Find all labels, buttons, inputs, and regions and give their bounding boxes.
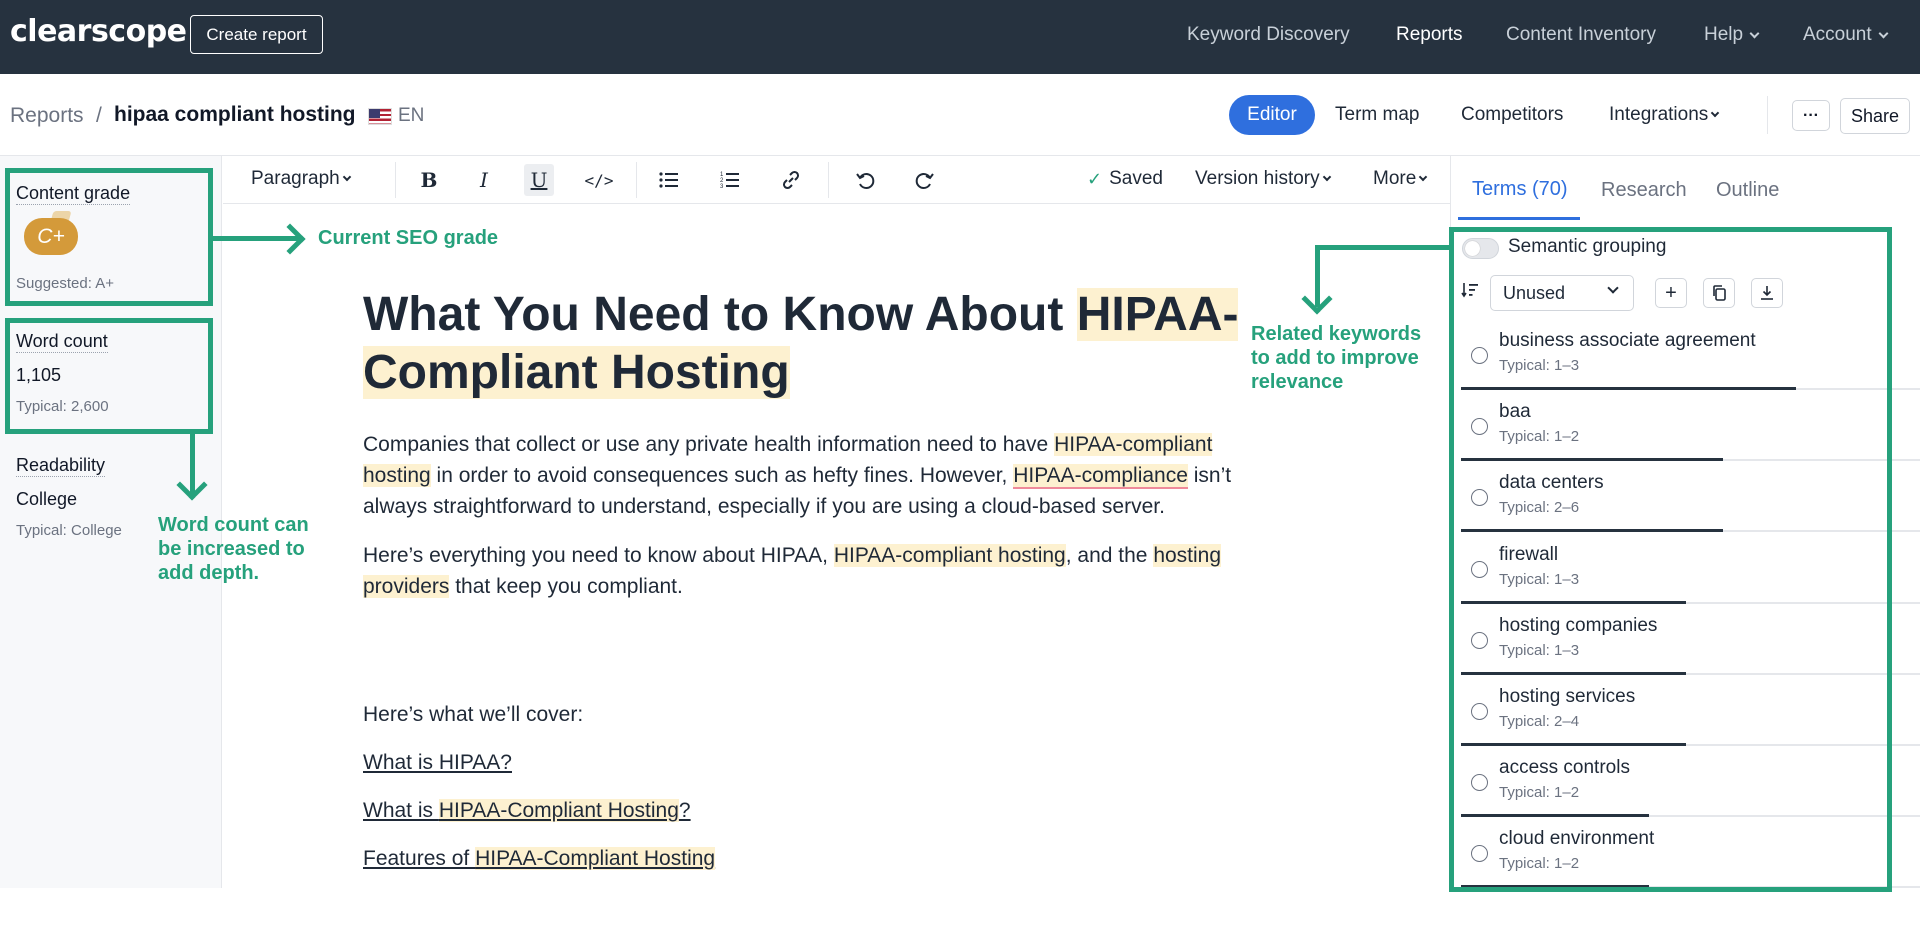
annotation-line: relevance xyxy=(1251,371,1344,393)
tab-term-map[interactable]: Term map xyxy=(1335,104,1420,125)
us-flag-icon xyxy=(368,108,392,125)
annotation-line: Word count can xyxy=(158,514,309,536)
nav-label: Keyword Discovery xyxy=(1187,24,1350,45)
paragraph-intro[interactable] xyxy=(363,429,1283,522)
nav-account[interactable] xyxy=(1803,24,1887,46)
term-typical: Typical: 2–4 xyxy=(1499,713,1580,730)
word-count-value: 1,105 xyxy=(16,365,62,385)
toolbar-divider xyxy=(828,162,829,198)
tab-competitors[interactable]: Competitors xyxy=(1461,104,1564,125)
arrow-head-right-icon xyxy=(274,223,305,254)
code-icon[interactable]: </> xyxy=(584,170,614,190)
nav-keyword-discovery[interactable] xyxy=(1187,24,1350,46)
nav-label: Account xyxy=(1803,24,1872,45)
nav-label: Reports xyxy=(1396,24,1463,45)
chevron-down-icon xyxy=(1711,109,1719,117)
chevron-down-icon xyxy=(1750,28,1760,38)
annotation-seo-grade: Current SEO grade xyxy=(318,227,499,249)
create-report-button[interactable]: Create report xyxy=(190,15,323,54)
term-name: hosting companies xyxy=(1499,614,1658,636)
annotation-line: to add to improve xyxy=(1251,347,1419,369)
term-typical: Typical: 1–3 xyxy=(1499,641,1580,659)
text: Here’s everything you need to know about HIPAA, xyxy=(363,544,834,567)
highlighted-keyword: HIPAA-Compliant Hosting xyxy=(363,288,1239,399)
annotation-related-keywords xyxy=(1251,322,1421,394)
clearscope-logo[interactable]: clearscope xyxy=(10,14,187,49)
annotation-word-count-box xyxy=(5,318,213,434)
toc-link-features[interactable] xyxy=(363,843,1283,874)
term-typical: Typical: 1–2 xyxy=(1499,784,1580,802)
term-name: access controls xyxy=(1499,757,1630,779)
svg-text:1: 1 xyxy=(720,172,724,178)
share-button[interactable]: Share xyxy=(1840,98,1910,134)
chevron-down-icon xyxy=(1322,173,1330,181)
term-typical: Typical: 1–3 xyxy=(1499,570,1580,588)
link-text: Features of xyxy=(363,847,476,870)
link-text: ? xyxy=(678,799,691,822)
tab-editor[interactable]: Editor xyxy=(1229,95,1315,135)
highlighted-keyword: HIPAA-Compliant Hosting xyxy=(475,847,716,870)
text: in order to avoid consequences such as hefty fines. However, xyxy=(430,464,1014,487)
annotation-line: add depth. xyxy=(158,562,260,584)
readability-typical: Typical: College xyxy=(16,522,122,539)
breadcrumb-separator: / xyxy=(96,104,102,127)
nav-help[interactable] xyxy=(1704,24,1758,46)
report-title: hipaa compliant hosting xyxy=(114,103,356,126)
svg-text:2: 2 xyxy=(720,178,724,184)
paragraph-style-dropdown[interactable] xyxy=(251,168,350,190)
chevron-down-icon xyxy=(1878,28,1888,38)
highlighted-keyword: HIPAA-Compliant Hosting xyxy=(438,799,679,822)
term-name: firewall xyxy=(1499,543,1559,565)
article-title[interactable] xyxy=(363,286,1243,402)
checkmark-icon: ✓ xyxy=(1087,168,1103,189)
nav-label: Help xyxy=(1704,24,1744,45)
term-typical: Typical: 2–6 xyxy=(1499,499,1580,517)
tab-terms[interactable]: Terms (70) xyxy=(1472,178,1568,200)
language-code: EN xyxy=(398,105,425,126)
annotation-line: Related keywords xyxy=(1251,323,1422,345)
term-name: cloud environment xyxy=(1499,828,1655,850)
active-tab-indicator xyxy=(1458,217,1580,220)
toolbar-divider xyxy=(636,162,637,198)
chevron-down-icon xyxy=(1419,173,1427,181)
top-navbar xyxy=(0,0,1920,74)
select-value: Unused xyxy=(1503,282,1566,303)
arrow-head-down-icon xyxy=(1301,283,1332,314)
semantic-grouping-label: Semantic grouping xyxy=(1508,236,1667,257)
paragraph-overview[interactable] xyxy=(363,540,1283,602)
text: , and the xyxy=(1065,544,1154,567)
highlighted-keyword: HIPAA-compliant hosting xyxy=(833,544,1066,567)
chevron-down-icon xyxy=(342,173,350,181)
italic-icon[interactable]: I xyxy=(480,168,488,192)
content-grade-badge: C+ xyxy=(24,218,78,255)
word-count-typical: Typical: 2,600 xyxy=(16,398,109,415)
toolbar-divider xyxy=(395,162,396,198)
report-header xyxy=(0,74,1920,156)
dropdown-label: Paragraph xyxy=(251,168,340,189)
bold-icon[interactable]: B xyxy=(420,168,438,192)
term-typical: Typical: 1–2 xyxy=(1499,428,1580,446)
content-grade-label[interactable]: Content grade xyxy=(16,183,131,203)
readability-label[interactable]: Readability xyxy=(16,455,106,475)
term-typical: Typical: 1–2 xyxy=(1499,855,1580,873)
saved-status xyxy=(1087,168,1163,190)
highlighted-keyword: hosting providers xyxy=(363,544,1222,598)
divider xyxy=(1767,96,1768,134)
tab-integrations[interactable] xyxy=(1609,104,1718,126)
term-name: hosting services xyxy=(1499,686,1636,707)
version-history-dropdown[interactable] xyxy=(1195,168,1330,190)
text: Companies that collect or use any private health information need to have xyxy=(363,433,1055,456)
word-count-label[interactable]: Word count xyxy=(16,331,108,351)
redo-icon[interactable] xyxy=(910,164,940,196)
annotation-line: be increased to xyxy=(158,538,305,560)
dropdown-label: Version history xyxy=(1195,168,1320,189)
term-name: business associate agreement xyxy=(1499,330,1756,351)
more-options-button[interactable]: ··· xyxy=(1792,100,1830,131)
annotation-terms-box xyxy=(1449,227,1892,892)
term-name: baa xyxy=(1499,401,1531,423)
suggested-grade: Suggested: A+ xyxy=(16,275,114,292)
status-label: Saved xyxy=(1109,168,1163,189)
tab-outline[interactable]: Outline xyxy=(1716,179,1780,201)
nav-reports[interactable] xyxy=(1396,24,1463,46)
annotation-arrow xyxy=(1315,245,1450,250)
more-dropdown[interactable] xyxy=(1373,168,1426,190)
annotation-content-grade-box xyxy=(5,168,213,306)
numbered-list-icon[interactable] xyxy=(715,164,745,196)
undo-icon[interactable] xyxy=(850,164,880,196)
plus-icon: + xyxy=(1665,281,1677,304)
link-icon[interactable] xyxy=(776,164,806,196)
svg-text:3: 3 xyxy=(720,184,724,189)
bullet-list-icon[interactable] xyxy=(654,164,684,196)
tab-label: Integrations xyxy=(1609,104,1709,125)
highlighted-keyword: HIPAA-compliant hosting xyxy=(363,433,1213,487)
nav-content-inventory[interactable] xyxy=(1506,24,1656,46)
title-text: What You Need to Know About xyxy=(363,288,1077,341)
paragraph-cover[interactable]: Here’s what we’ll cover: xyxy=(363,703,584,726)
toc-link-what-is-hipaa[interactable] xyxy=(363,747,1283,778)
editor-toolbar xyxy=(223,156,1450,204)
readability-value: College xyxy=(16,489,78,509)
tab-research[interactable]: Research xyxy=(1601,179,1687,201)
link-text: What is xyxy=(363,799,439,822)
nav-label: Content Inventory xyxy=(1506,24,1656,45)
link-text: What is HIPAA? xyxy=(363,751,512,774)
annotation-word-count xyxy=(158,513,309,585)
breadcrumb-reports[interactable]: Reports xyxy=(10,104,84,127)
text: isn’t always straightforward to understand, especially if you are using a cloud-based server. xyxy=(363,464,1232,518)
toc-link-compliant-hosting[interactable] xyxy=(363,795,1283,826)
text: that keep you compliant. xyxy=(449,575,683,598)
term-typical: Typical: 1–3 xyxy=(1499,357,1580,374)
highlighted-keyword: HIPAA-compliance xyxy=(1013,464,1188,487)
term-name: data centers xyxy=(1499,472,1604,494)
dropdown-label: More xyxy=(1373,168,1417,189)
underline-icon[interactable]: U xyxy=(524,164,554,196)
